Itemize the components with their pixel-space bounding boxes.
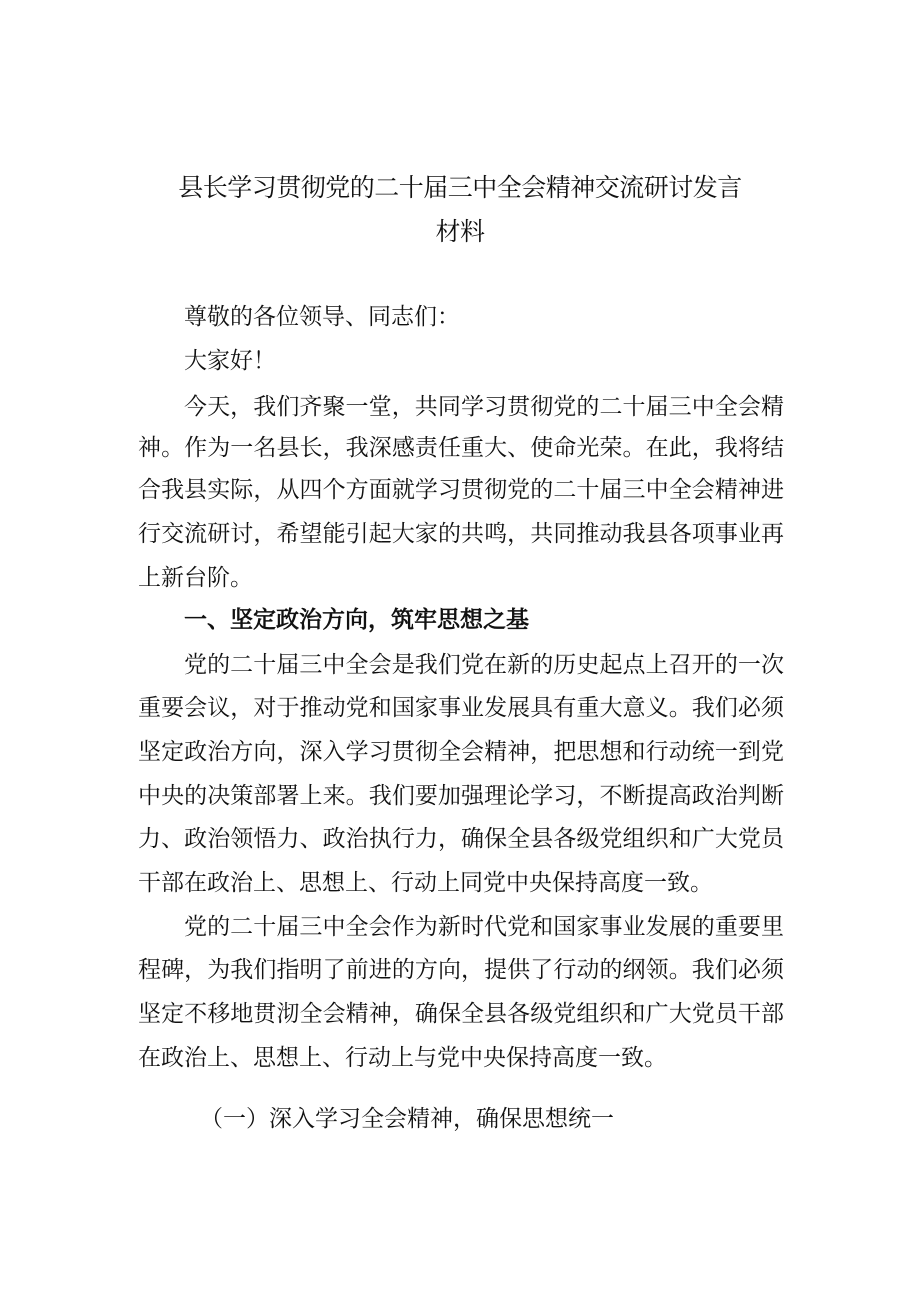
paragraph-line: 坚定政治方向，深入学习贯彻全会精神，把思想和行动统一到党 — [138, 739, 784, 765]
intro-line: 合我县实际，从四个方面就学习贯彻党的二十届三中全会精神进 — [138, 477, 784, 503]
intro-line: 今天，我们齐聚一堂，共同学习贯彻党的二十届三中全会精 — [184, 394, 784, 420]
salutation: 尊敬的各位领导、同志们： — [184, 304, 460, 330]
paragraph-line: 中央的决策部署上来。我们要加强理论学习，不断提高政治判断 — [138, 783, 784, 809]
section-heading: 一、坚定政治方向，筑牢思想之基 — [184, 607, 529, 633]
paragraph-line: 党的二十届三中全会是我们党在新的历史起点上召开的一次 — [184, 652, 784, 678]
intro-line: 行交流研讨，希望能引起大家的共鸣，共同推动我县各项事业再 — [138, 521, 784, 547]
paragraph-line: 在政治上、思想上、行动上与党中央保持高度一致。 — [138, 1045, 667, 1071]
paragraph-line: 干部在政治上、思想上、行动上同党中央保持高度一致。 — [138, 870, 713, 896]
intro-line: 神。作为一名县长，我深感责任重大、使命光荣。在此，我将结 — [138, 435, 784, 461]
paragraph-line: 力、政治领悟力、政治执行力，确保全县各级党组织和广大党员 — [138, 826, 784, 852]
greeting: 大家好！ — [184, 348, 276, 374]
intro-line: 上新台阶。 — [138, 565, 253, 591]
paragraph-line: 党的二十届三中全会作为新时代党和国家事业发展的重要里 — [184, 914, 784, 940]
document-title-line-2: 材料 — [435, 217, 485, 246]
paragraph-line: 程碑，为我们指明了前进的方向，提供了行动的纲领。我们必须 — [138, 957, 784, 983]
subsection-heading: （一）深入学习全会精神，确保思想统一 — [200, 1106, 614, 1132]
paragraph-line: 重要会议，对于推动党和国家事业发展具有重大意义。我们必须 — [138, 695, 784, 721]
paragraph-line: 坚定不移地贯沏全会精神，确保全县各级党组织和广大党员干部 — [138, 1001, 784, 1027]
document-title-line-1: 县长学习贯彻党的二十届三中全会精神交流研讨发言 — [178, 173, 742, 202]
